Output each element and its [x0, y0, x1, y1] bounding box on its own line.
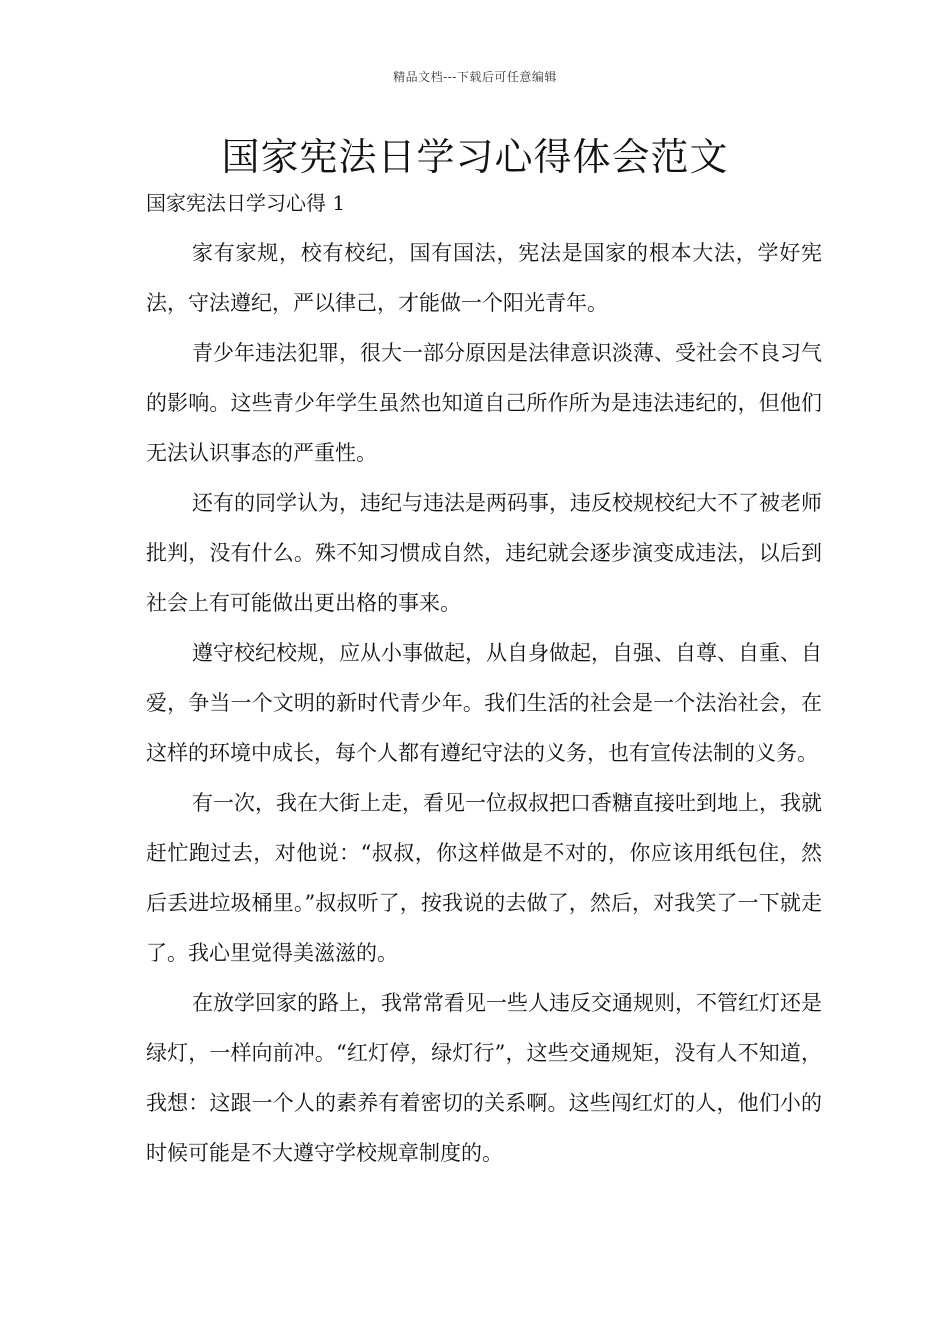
paragraph: 有一次，我在大街上走，看见一位叔叔把口香糖直接吐到地上，我就赶忙跑过去，对他说：“叔叔，你这样做是不对的，你应该用纸包住，然后丢进垃圾桶里。”叔叔听了，按我说的去做了，然后，对我笑了一下就走了。我心里觉得美滋滋的。	[146, 791, 822, 965]
header-note: 精品文档---下载后可任意编辑	[393, 70, 557, 84]
body-text	[146, 228, 822, 1178]
paragraph: 在放学回家的路上，我常常看见一些人违反交通规则，不管红灯还是绿灯，一样向前冲。“红灯停，绿灯行”，这些交通规矩，没有人不知道，我想：这跟一个人的素养有着密切的关系啊。这些闯红灯的人，他们小的时候可能是不大遵守学校规章制度的。	[146, 991, 822, 1165]
paragraph: 家有家规，校有校纪，国有国法，宪法是国家的根本大法，学好宪法，守法遵纪，严以律己，才能做一个阳光青年。	[146, 241, 822, 315]
paragraph: 还有的同学认为，违纪与违法是两码事，违反校规校纪大不了被老师批判，没有什么。殊不知习惯成自然，违纪就会逐步演变成违法，以后到社会上有可能做出更出格的事来。	[146, 491, 822, 615]
section-heading: 国家宪法日学习心得 1	[146, 191, 346, 215]
paragraph: 遵守校纪校规，应从小事做起，从自身做起，自强、自尊、自重、自爱，争当一个文明的新时代青少年。我们生活的社会是一个法治社会，在这样的环境中成长，每个人都有遵纪守法的义务，也有宣传法制的义务。	[146, 641, 822, 765]
paragraph: 青少年违法犯罪，很大一部分原因是法律意识淡薄、受社会不良习气的影响。这些青少年学生虽然也知道自己所作所为是违法违纪的，但他们无法认识事态的严重性。	[146, 341, 822, 465]
page-title: 国家宪法日学习心得体会范文	[221, 135, 729, 179]
